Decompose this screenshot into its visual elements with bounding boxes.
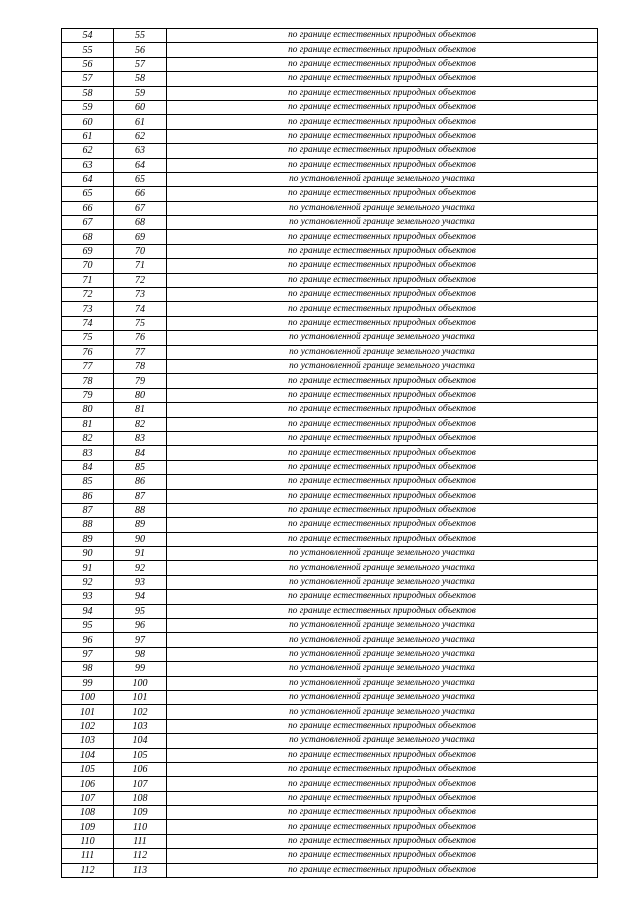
point-to-cell: 72 [114,273,167,287]
point-to-cell: 99 [114,662,167,676]
point-from-cell: 98 [62,662,114,676]
boundary-description-cell: по границе естественных природных объектов [167,403,598,417]
boundary-description-cell: по границе естественных природных объектов [167,446,598,460]
point-to-cell: 90 [114,532,167,546]
point-to-cell: 87 [114,489,167,503]
point-to-cell: 63 [114,144,167,158]
table-body [62,29,598,878]
point-from-cell: 89 [62,532,114,546]
point-to-cell: 84 [114,446,167,460]
point-from-cell: 69 [62,244,114,258]
point-from-cell: 85 [62,475,114,489]
point-from-cell: 81 [62,417,114,431]
point-to-cell: 76 [114,331,167,345]
point-to-cell: 98 [114,647,167,661]
point-to-cell: 107 [114,777,167,791]
table-row [62,633,598,647]
point-from-cell: 106 [62,777,114,791]
boundary-description-cell: по установленной границе земельного участка [167,547,598,561]
point-to-cell: 103 [114,719,167,733]
table-row [62,43,598,57]
point-to-cell: 69 [114,230,167,244]
point-from-cell: 84 [62,460,114,474]
table-row [62,302,598,316]
point-from-cell: 103 [62,734,114,748]
point-to-cell: 81 [114,403,167,417]
point-to-cell: 85 [114,460,167,474]
boundary-table [61,28,598,878]
point-from-cell: 109 [62,820,114,834]
boundary-description-cell: по границе естественных природных объектов [167,29,598,43]
point-to-cell: 110 [114,820,167,834]
point-from-cell: 74 [62,316,114,330]
point-to-cell: 109 [114,806,167,820]
table-row [62,403,598,417]
point-to-cell: 74 [114,302,167,316]
point-from-cell: 76 [62,345,114,359]
boundary-description-cell: по границе естественных природных объектов [167,719,598,733]
boundary-description-cell: по границе естественных природных объектов [167,230,598,244]
point-to-cell: 78 [114,359,167,373]
table-row [62,388,598,402]
boundary-description-cell: по границе естественных природных объектов [167,100,598,114]
point-from-cell: 66 [62,201,114,215]
boundary-description-cell: по границе естественных природных объектов [167,72,598,86]
boundary-description-cell: по границе естественных природных объектов [167,431,598,445]
point-to-cell: 92 [114,561,167,575]
point-from-cell: 110 [62,834,114,848]
point-to-cell: 55 [114,29,167,43]
table-row [62,316,598,330]
boundary-description-cell: по установленной границе земельного участка [167,216,598,230]
boundary-description-cell: по границе естественных природных объектов [167,503,598,517]
point-to-cell: 94 [114,590,167,604]
point-from-cell: 80 [62,403,114,417]
boundary-description-cell: по установленной границе земельного участка [167,705,598,719]
table-row [62,820,598,834]
boundary-description-cell: по установленной границе земельного участка [167,331,598,345]
boundary-description-cell: по установленной границе земельного участка [167,561,598,575]
point-from-cell: 60 [62,115,114,129]
point-from-cell: 112 [62,863,114,877]
table-row [62,863,598,877]
boundary-description-cell: по границе естественных природных объектов [167,244,598,258]
point-to-cell: 105 [114,748,167,762]
point-from-cell: 75 [62,331,114,345]
point-to-cell: 80 [114,388,167,402]
table-row [62,374,598,388]
table-row [62,489,598,503]
point-from-cell: 101 [62,705,114,719]
table-row [62,72,598,86]
point-to-cell: 70 [114,244,167,258]
boundary-description-cell: по границе естественных природных объектов [167,187,598,201]
point-to-cell: 95 [114,604,167,618]
point-to-cell: 82 [114,417,167,431]
boundary-description-cell: по границе естественных природных объектов [167,259,598,273]
point-to-cell: 58 [114,72,167,86]
table-row [62,216,598,230]
point-to-cell: 108 [114,791,167,805]
boundary-description-cell: по границе естественных природных объектов [167,460,598,474]
boundary-description-cell: по установленной границе земельного участка [167,690,598,704]
point-to-cell: 71 [114,259,167,273]
point-from-cell: 64 [62,172,114,186]
table-row [62,345,598,359]
table-row [62,144,598,158]
point-from-cell: 104 [62,748,114,762]
point-to-cell: 100 [114,676,167,690]
table-row [62,518,598,532]
boundary-description-cell: по границе естественных природных объектов [167,849,598,863]
point-to-cell: 60 [114,100,167,114]
point-to-cell: 106 [114,762,167,776]
table-row [62,719,598,733]
table-row [62,834,598,848]
point-from-cell: 100 [62,690,114,704]
boundary-description-cell: по границе естественных природных объектов [167,388,598,402]
boundary-description-cell: по границе естественных природных объектов [167,820,598,834]
table-row [62,791,598,805]
table-row [62,201,598,215]
table-row [62,158,598,172]
point-from-cell: 93 [62,590,114,604]
point-from-cell: 111 [62,849,114,863]
point-from-cell: 82 [62,431,114,445]
table-row [62,475,598,489]
table-row [62,288,598,302]
point-from-cell: 61 [62,129,114,143]
point-from-cell: 107 [62,791,114,805]
table-row [62,431,598,445]
boundary-description-cell: по границе естественных природных объектов [167,834,598,848]
boundary-description-cell: по границе естественных природных объектов [167,590,598,604]
table-row [62,86,598,100]
point-from-cell: 92 [62,575,114,589]
boundary-description-cell: по установленной границе земельного участка [167,676,598,690]
boundary-description-cell: по границе естественных природных объектов [167,748,598,762]
point-from-cell: 94 [62,604,114,618]
table-row [62,187,598,201]
table-row [62,273,598,287]
table-row [62,806,598,820]
table-row [62,619,598,633]
point-to-cell: 88 [114,503,167,517]
boundary-description-cell: по границе естественных природных объектов [167,302,598,316]
point-to-cell: 79 [114,374,167,388]
point-to-cell: 77 [114,345,167,359]
boundary-description-cell: по установленной границе земельного участка [167,662,598,676]
boundary-description-cell: по границе естественных природных объектов [167,273,598,287]
table-row [62,129,598,143]
point-from-cell: 70 [62,259,114,273]
boundary-description-cell: по границе естественных природных объектов [167,115,598,129]
point-from-cell: 78 [62,374,114,388]
point-from-cell: 88 [62,518,114,532]
boundary-description-cell: по границе естественных природных объектов [167,475,598,489]
point-from-cell: 83 [62,446,114,460]
point-to-cell: 104 [114,734,167,748]
boundary-description-cell: по границе естественных природных объектов [167,288,598,302]
point-to-cell: 75 [114,316,167,330]
point-to-cell: 89 [114,518,167,532]
point-from-cell: 79 [62,388,114,402]
boundary-description-cell: по установленной границе земельного участка [167,633,598,647]
point-to-cell: 97 [114,633,167,647]
point-to-cell: 59 [114,86,167,100]
point-from-cell: 96 [62,633,114,647]
point-from-cell: 67 [62,216,114,230]
table-row [62,734,598,748]
boundary-description-cell: по установленной границе земельного участка [167,647,598,661]
boundary-description-cell: по границе естественных природных объектов [167,762,598,776]
point-to-cell: 68 [114,216,167,230]
table-row [62,762,598,776]
point-to-cell: 56 [114,43,167,57]
table-row [62,647,598,661]
table-row [62,561,598,575]
point-from-cell: 102 [62,719,114,733]
boundary-description-cell: по границе естественных природных объектов [167,777,598,791]
table-row [62,590,598,604]
table-row [62,547,598,561]
point-to-cell: 61 [114,115,167,129]
point-to-cell: 93 [114,575,167,589]
point-from-cell: 62 [62,144,114,158]
point-from-cell: 71 [62,273,114,287]
boundary-description-cell: по границе естественных природных объектов [167,43,598,57]
point-from-cell: 95 [62,619,114,633]
table-row [62,705,598,719]
table-row [62,446,598,460]
table-row [62,115,598,129]
point-from-cell: 87 [62,503,114,517]
boundary-description-cell: по установленной границе земельного участка [167,201,598,215]
table-row [62,777,598,791]
table-row [62,57,598,71]
point-to-cell: 67 [114,201,167,215]
point-from-cell: 108 [62,806,114,820]
point-to-cell: 66 [114,187,167,201]
boundary-description-cell: по границе естественных природных объектов [167,532,598,546]
boundary-description-cell: по установленной границе земельного участка [167,172,598,186]
point-from-cell: 58 [62,86,114,100]
point-to-cell: 96 [114,619,167,633]
point-to-cell: 57 [114,57,167,71]
point-from-cell: 54 [62,29,114,43]
table-row [62,331,598,345]
point-from-cell: 65 [62,187,114,201]
boundary-description-cell: по установленной границе земельного участка [167,619,598,633]
point-to-cell: 91 [114,547,167,561]
boundary-description-cell: по установленной границе земельного участка [167,734,598,748]
boundary-description-cell: по установленной границе земельного участка [167,345,598,359]
point-from-cell: 91 [62,561,114,575]
point-from-cell: 77 [62,359,114,373]
point-to-cell: 64 [114,158,167,172]
point-to-cell: 83 [114,431,167,445]
point-to-cell: 101 [114,690,167,704]
table-row [62,259,598,273]
boundary-description-cell: по границе естественных природных объектов [167,604,598,618]
table-row [62,29,598,43]
table-row [62,676,598,690]
point-from-cell: 57 [62,72,114,86]
table-row [62,100,598,114]
point-from-cell: 72 [62,288,114,302]
boundary-description-cell: по границе естественных природных объектов [167,158,598,172]
point-to-cell: 86 [114,475,167,489]
table-row [62,244,598,258]
table-row [62,575,598,589]
point-from-cell: 63 [62,158,114,172]
point-from-cell: 99 [62,676,114,690]
boundary-description-cell: по границе естественных природных объектов [167,57,598,71]
boundary-description-cell: по границе естественных природных объектов [167,863,598,877]
point-to-cell: 111 [114,834,167,848]
table-row [62,359,598,373]
boundary-description-cell: по границе естественных природных объектов [167,806,598,820]
boundary-description-cell: по границе естественных природных объектов [167,316,598,330]
boundary-description-cell: по установленной границе земельного участка [167,575,598,589]
point-from-cell: 90 [62,547,114,561]
point-from-cell: 55 [62,43,114,57]
point-from-cell: 86 [62,489,114,503]
table-row [62,460,598,474]
point-to-cell: 102 [114,705,167,719]
point-from-cell: 97 [62,647,114,661]
table-row [62,849,598,863]
boundary-description-cell: по границе естественных природных объектов [167,518,598,532]
point-to-cell: 73 [114,288,167,302]
boundary-description-cell: по границе естественных природных объектов [167,129,598,143]
point-to-cell: 65 [114,172,167,186]
table-row [62,230,598,244]
point-to-cell: 113 [114,863,167,877]
boundary-description-cell: по установленной границе земельного участка [167,359,598,373]
boundary-description-cell: по границе естественных природных объектов [167,489,598,503]
boundary-description-cell: по границе естественных природных объектов [167,86,598,100]
boundary-description-cell: по границе естественных природных объектов [167,417,598,431]
point-from-cell: 105 [62,762,114,776]
table-row [62,662,598,676]
point-from-cell: 73 [62,302,114,316]
point-from-cell: 68 [62,230,114,244]
point-to-cell: 62 [114,129,167,143]
point-from-cell: 59 [62,100,114,114]
table-row [62,417,598,431]
table-row [62,503,598,517]
table-row [62,172,598,186]
table-row [62,690,598,704]
boundary-description-cell: по границе естественных природных объектов [167,791,598,805]
table-row [62,604,598,618]
boundary-description-cell: по границе естественных природных объектов [167,374,598,388]
table-row [62,532,598,546]
boundary-description-cell: по границе естественных природных объектов [167,144,598,158]
point-to-cell: 112 [114,849,167,863]
point-from-cell: 56 [62,57,114,71]
table-row [62,748,598,762]
